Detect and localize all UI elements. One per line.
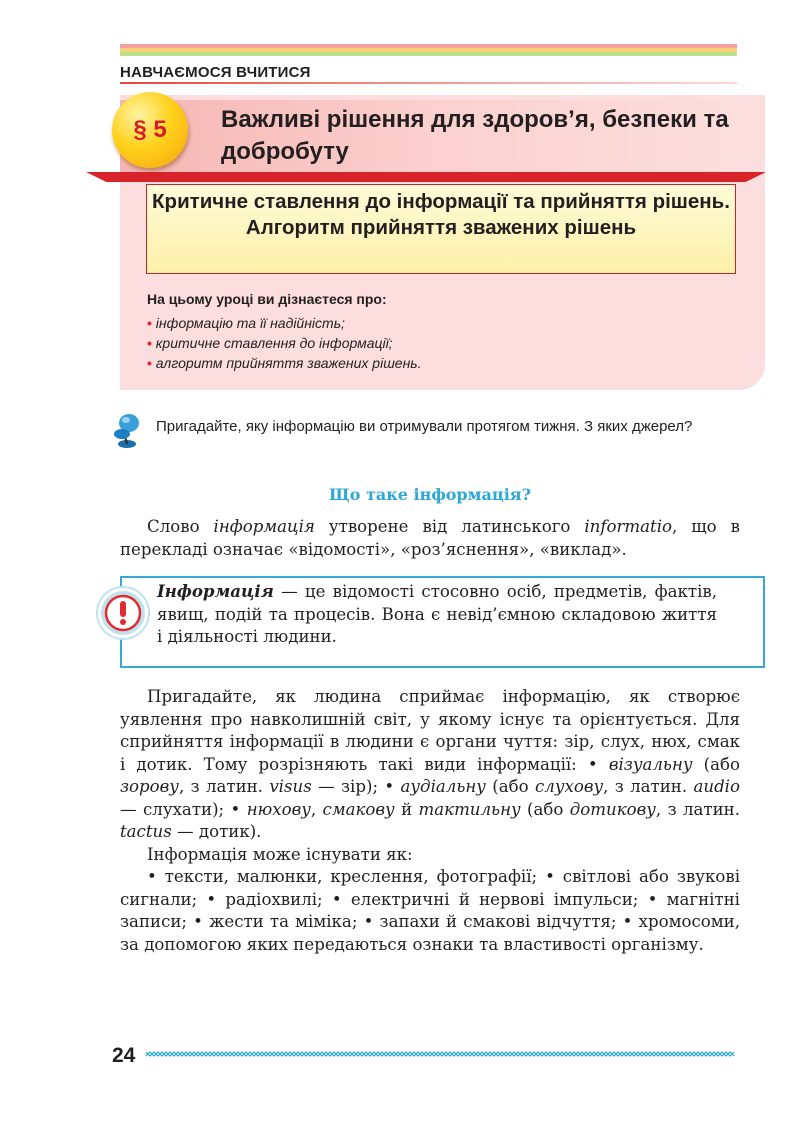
text-run: аудіальну (400, 777, 486, 796)
learn-heading: На цьому уроці ви дізнаєтеся про: (147, 291, 387, 307)
exclamation-icon (98, 588, 148, 638)
paragraph-3: Інформація може існувати як: (147, 844, 413, 864)
definition-text (157, 580, 717, 649)
learn-item: • алгоритм прийняття зважених рішень. (147, 353, 422, 373)
topic-title: Критичне ставлення до інформації та прийняття рішень. Алгоритм прийняття зважених рішень (152, 190, 730, 239)
learn-item: • критичне ставлення до інформації; (147, 333, 422, 353)
text-run: audio (693, 777, 740, 796)
text-run: зорову (120, 777, 179, 796)
text-run: (або (520, 799, 570, 819)
section-heading: Що таке інформація? (329, 485, 531, 504)
text-run: , з латин. (178, 777, 270, 796)
text-run: visus (269, 777, 312, 796)
text-run: Пригадайте, як людина сприймає інформацію, як створює уявлення про навколишній світ, у якому існує та орієнтується. Для сприйняття інформації в людини є органи чуття: зір, слух, нюх, смак і дотик. Тому розрізняють такі види інформації: • (120, 687, 740, 774)
definition-body: — це відомості стосовно осіб, предметів, фактів, явищ, подій та процесів. Вона є невід’ємною складовою життя і діяльності людини. (157, 582, 717, 646)
text-run: (або (692, 754, 740, 774)
text-run: слухову (534, 777, 604, 796)
text-run: — слухати); • (120, 799, 247, 819)
text-run: (або (485, 777, 535, 796)
text-run: утворене від латинського (314, 517, 585, 536)
text-run: , з латин. (603, 777, 694, 796)
text-run: tactus (120, 822, 172, 841)
paragraph-number: § 5 (133, 116, 167, 143)
page-number: 24 (112, 1044, 136, 1067)
text-run: , (310, 799, 323, 819)
text-run: — зір); • (311, 777, 401, 796)
paragraph-2 (120, 686, 740, 844)
paragraph-title: Важливі рішення для здоров’я, безпеки та добробуту (221, 106, 729, 165)
paragraph-4: • тексти, малюнки, креслення, фотографії; • світлові або звукові сигнали; • радіохвилі; • електричні й нервові імпульси; • магнітні записи; • жести та міміка; • запахи й смакові відчуття; • хромосоми, за допомогою яких передаються ознаки та властивості організму. (120, 867, 740, 954)
header-stripes (120, 44, 737, 56)
text-run: інформація (213, 517, 315, 536)
text-run: візуальну (608, 754, 693, 774)
text-run: — дотик). (171, 822, 262, 841)
footer-zigzag (146, 1050, 738, 1060)
text-run: нюхову (246, 799, 311, 819)
text-run: informatio (584, 517, 673, 536)
learn-item: • інформацію та її надійність; (147, 313, 422, 333)
paragraph-2-block (120, 686, 740, 956)
paragraph-1 (120, 516, 740, 561)
text-run: й (394, 799, 419, 819)
text-run: , з латин. (655, 799, 741, 819)
learn-list (147, 313, 422, 373)
definition-term: Інформація (157, 581, 274, 601)
section-underline (120, 82, 737, 84)
text-run: дотикову (569, 799, 656, 819)
text-run: тактильну (418, 799, 521, 819)
title-red-bar (86, 172, 766, 182)
question-text: Пригадайте, яку інформацію ви отримували протягом тижня. З яких джерел? (156, 418, 693, 435)
text-run: Слово (147, 517, 214, 536)
text-run: , що в перекладі означає «відомості», «роз’яснення», «виклад». (120, 517, 740, 559)
pushpin-icon (112, 410, 144, 450)
paragraph-badge (112, 92, 188, 168)
section-label: НАВЧАЄМОСЯ ВЧИТИСЯ (120, 64, 311, 81)
text-run: смакову (322, 799, 395, 819)
